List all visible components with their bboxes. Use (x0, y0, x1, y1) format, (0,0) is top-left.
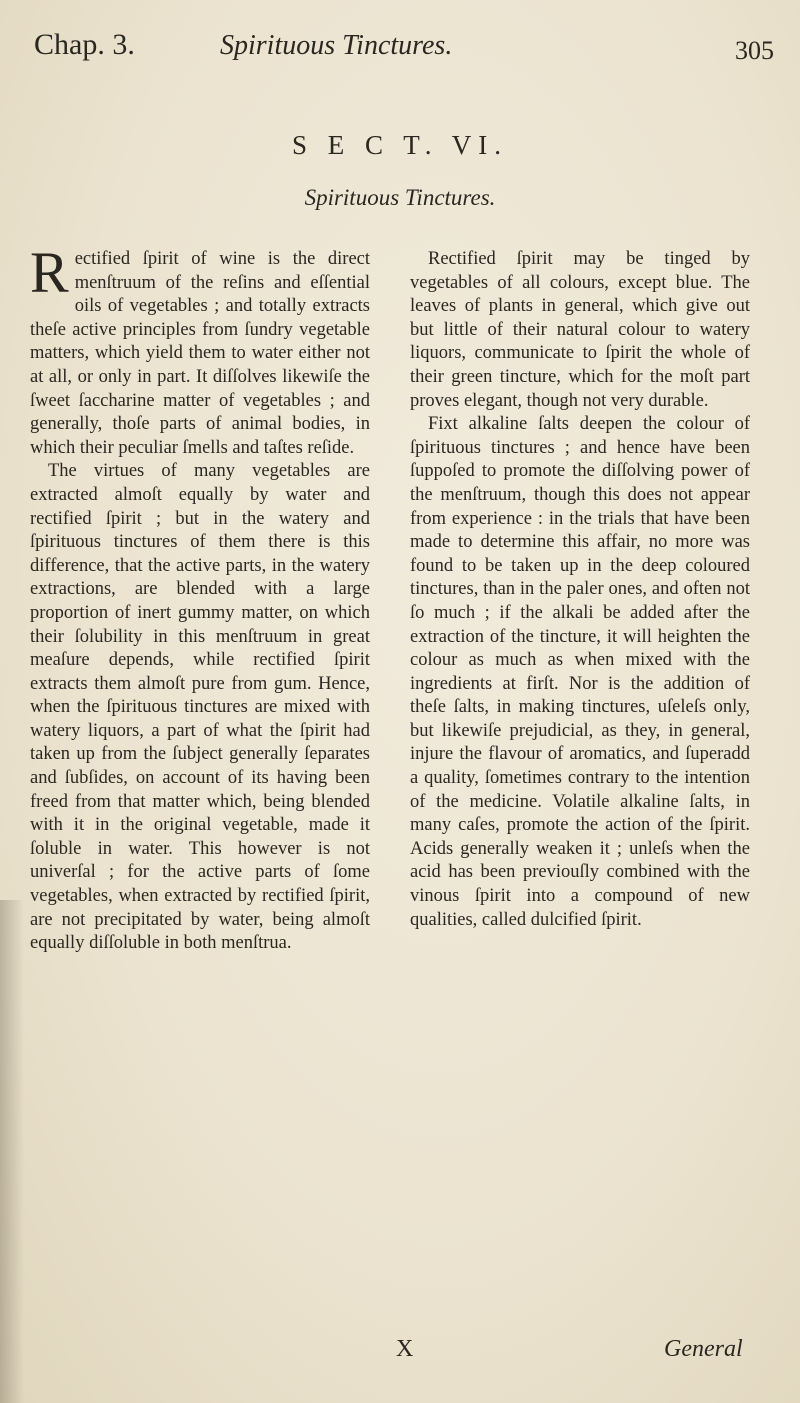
running-title: Spirituous Tinctures. (220, 30, 453, 61)
catchword: General (664, 1336, 743, 1362)
paragraph (30, 240, 370, 460)
page-number: 305 (735, 36, 774, 65)
paragraph: Fixt alkaline ſalts deepen the colour of ſpirituous tinctures ; and hence have been ſuppoſed to promote the diſſolving power of the menſtruum, though this does not appear from experience : in the trials that have been made to determine this affair, no more was found to be taken up in the deep coloured tinctures, than in the paler ones, and often not ſo much ; if the alkali be added after the extraction of the tincture, it will heighten the colour as much as when mixed with the ingredients at firſt. Nor is the addition of theſe ſalts, in making tinctures, uſeleſs only, but likewiſe prejudicial, as they, in general, injure the flavour of aromatics, and ſuperadd a quality, ſometimes contrary to the intention of the medicine. Volatile alkaline ſalts, in many caſes, promote the action of the ſpirit. Acids generally weaken it ; unleſs when the acid has been previouſly combined with the vinous ſpirit into a compound of new qualities, called dulcified ſpirit. (410, 414, 750, 930)
left-column (30, 240, 370, 956)
paragraph-text: ectified ſpirit of wine is the direct menſtruum of the reſins and eſſential oils of vegetables ; and totally extracts theſe active principles from ſundry vegetable matters, which yield them to water either not at all, or only in part. It diſſolves likewiſe the ſweet ſaccharine matter of vegetables ; and generally, thoſe parts of animal bodies, in which their peculiar ſmells and taſtes reſide. (30, 249, 370, 458)
running-head (34, 22, 774, 70)
right-column (410, 248, 750, 932)
signature-mark: X (396, 1336, 414, 1362)
section-title: S E C T. VI. (291, 130, 509, 160)
paragraph: Rectified ſpirit may be tinged by vegetables of all colours, except blue. The leaves of plants in general, which give out but little of their natural colour to watery liquors, communicate to ſpirit the whole of their green tincture, which for the moſt part proves elegant, though not very durable. (410, 249, 750, 411)
chapter-label: Chap. 3. (34, 28, 135, 61)
drop-cap: R (30, 240, 69, 305)
gutter-shadow (0, 900, 24, 1403)
section-subtitle: Spirituous Tinctures. (304, 185, 496, 210)
page-footer (0, 1336, 800, 1376)
paragraph: The virtues of many vegetables are extracted almoſt equally by water and rectified ſpirit ; but in the watery and ſpirituous tinctures of them there is this difference, that the active parts, in the watery extractions, are blended with a large proportion of inert gummy matter, on which their ſolubility in this menſtruum in great meaſure depends, while rectified ſpirit extracts them almoſt pure from gum. Hence, when the ſpirituous tinctures are mixed with watery liquors, a part of what the ſpirit had taken up from the ſubject generally ſeparates and ſubſides, on account of its having been freed from that matter which, being blended with it in the original vegetable, made it ſoluble in water. This however is not univerſal ; for the active parts of ſome vegetables, when extracted by rectified ſpirit, are not precipitated by water, being almoſt equally diſſoluble in both menſtrua. (30, 461, 370, 954)
